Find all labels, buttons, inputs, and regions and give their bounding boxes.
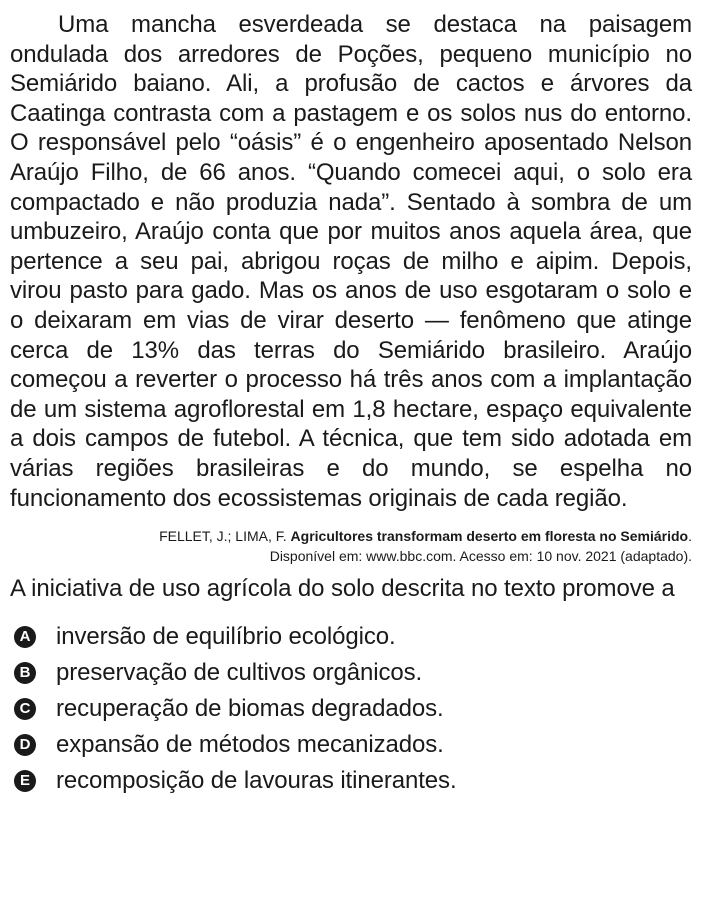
- option-c-letter-badge: C: [14, 698, 36, 720]
- citation-availability: Disponível em: www.bbc.com. Acesso em: 10 nov. 2021 (adaptado).: [269, 548, 692, 565]
- option-b-text: preservação de cultivos orgânicos.: [56, 659, 423, 687]
- option-a[interactable]: [10, 619, 692, 655]
- citation-title: Agricultores transformam deserto em floresta no Semiárido: [290, 528, 689, 545]
- citation-title-end: .: [688, 528, 692, 545]
- option-d-text: expansão de métodos mecanizados.: [56, 731, 444, 759]
- option-b[interactable]: [10, 655, 692, 691]
- source-citation: [10, 526, 692, 566]
- citation-reference: [10, 526, 692, 546]
- passage-text: Uma mancha esverdeada se destaca na paisagem ondulada dos arredores de Poções, pequeno município no Semiárido baiano. Ali, a profusão de cactos e árvores da Caatinga contrasta com a pastagem e os solos nus do entorno. O responsável pelo “oásis” é o engenheiro aposentado Nelson Araújo Filho, de 66 anos. “Quando comecei aqui, o solo era compactado e não produzia nada”. Sentado à sombra de um umbuzeiro, Araújo conta que por muitos anos aquela área, que pertence a seu pai, abrigou roças de milho e aipim. Depois, virou pasto para gado. Mas os anos de uso esgotaram o solo e o deixaram em vias de virar deserto — fenômeno que atinge cerca de 13% das terras do Semiárido brasileiro. Araújo começou a reverter o processo há três anos com a implantação de um sistema agroflorestal em 1,8 hectare, espaço equivalente a dois campos de futebol. A técnica, que tem sido adotada em várias regiões brasileiras e do mundo, se espelha no funcionamento dos ecossistemas originais de cada região.: [10, 11, 692, 512]
- option-c-text: recuperação de biomas degradados.: [56, 695, 444, 723]
- option-d-letter-badge: D: [14, 734, 36, 756]
- option-e-text: recomposição de lavouras itinerantes.: [56, 767, 457, 795]
- option-a-text: inversão de equilíbrio ecológico.: [56, 623, 396, 651]
- question-stem: A iniciativa de uso agrícola do solo descrita no texto promove a: [10, 575, 675, 603]
- option-c[interactable]: [10, 691, 692, 727]
- option-e[interactable]: [10, 763, 692, 799]
- citation-authors: FELLET, J.; LIMA, F.: [159, 528, 291, 545]
- option-b-letter-badge: B: [14, 662, 36, 684]
- option-d[interactable]: [10, 727, 692, 763]
- option-e-letter-badge: E: [14, 770, 36, 792]
- answer-options: [10, 619, 692, 799]
- option-a-letter-badge: A: [14, 626, 36, 648]
